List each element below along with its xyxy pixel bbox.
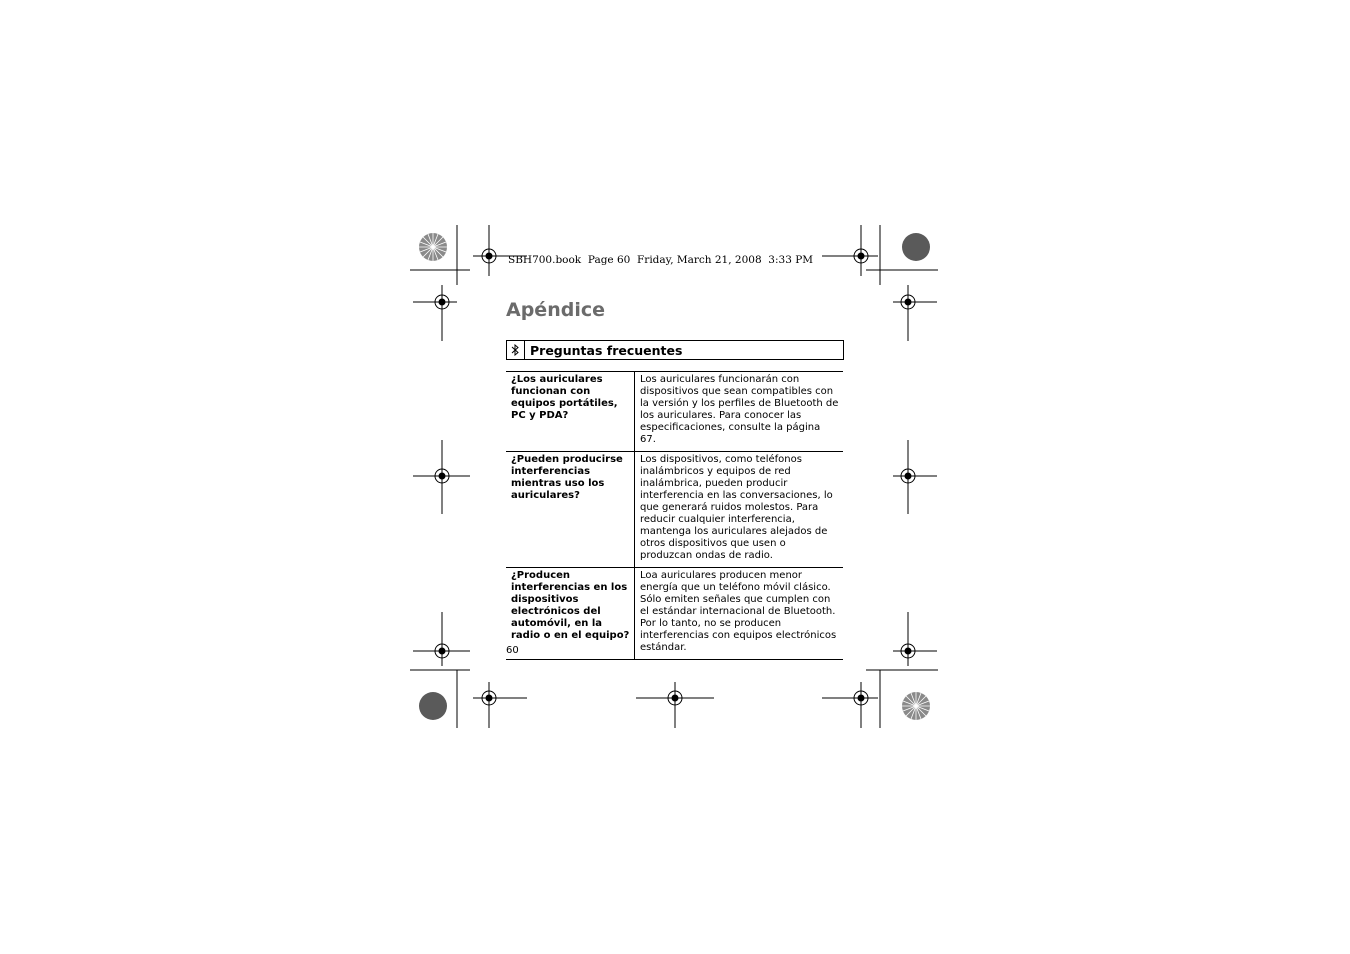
table-row xyxy=(506,372,843,452)
faq-question: ¿Producen interferencias en los dispositivos electrónicos del automóvil, en la radio o en el equipo? xyxy=(506,568,635,660)
faq-table xyxy=(506,371,843,660)
faq-answer: Loa auriculares producen menor energía que un teléfono móvil clásico. Sólo emiten señales que cumplen con el estándar internacional de Bluetooth. Por lo tanto, no se producen interferencias con equipos electrónicos estándar. xyxy=(640,570,837,653)
page-number: 60 xyxy=(506,645,519,656)
faq-question: ¿Los auriculares funcionan con equipos portátiles, PC y PDA? xyxy=(506,372,635,452)
faq-answer: Los auriculares funcionarán con dispositivos que sean compatibles con la versión y los perfiles de Bluetooth de los auriculares. Para conocer las especificaciones, consulte la página 67. xyxy=(640,374,839,445)
table-row xyxy=(506,452,843,568)
bluetooth-icon xyxy=(507,341,525,359)
section-header xyxy=(506,340,844,360)
book-header: SBH700.book Page 60 Friday, March 21, 2008 3:33 PM xyxy=(508,254,814,266)
page-title: Apéndice xyxy=(506,299,605,321)
faq-question: ¿Pueden producirse interferencias mientras uso los auriculares? xyxy=(506,452,635,568)
section-title: Preguntas frecuentes xyxy=(530,342,683,358)
faq-answer: Los dispositivos, como teléfonos inalámbricos y equipos de red inalámbrica, pueden producir interferencia en las conversaciones, lo que generará ruidos molestos. Para reducir cualquier interferencia, mantenga los auriculares alejados de otros dispositivos que usen o produzcan ondas de radio. xyxy=(640,454,833,561)
table-row xyxy=(506,568,843,660)
